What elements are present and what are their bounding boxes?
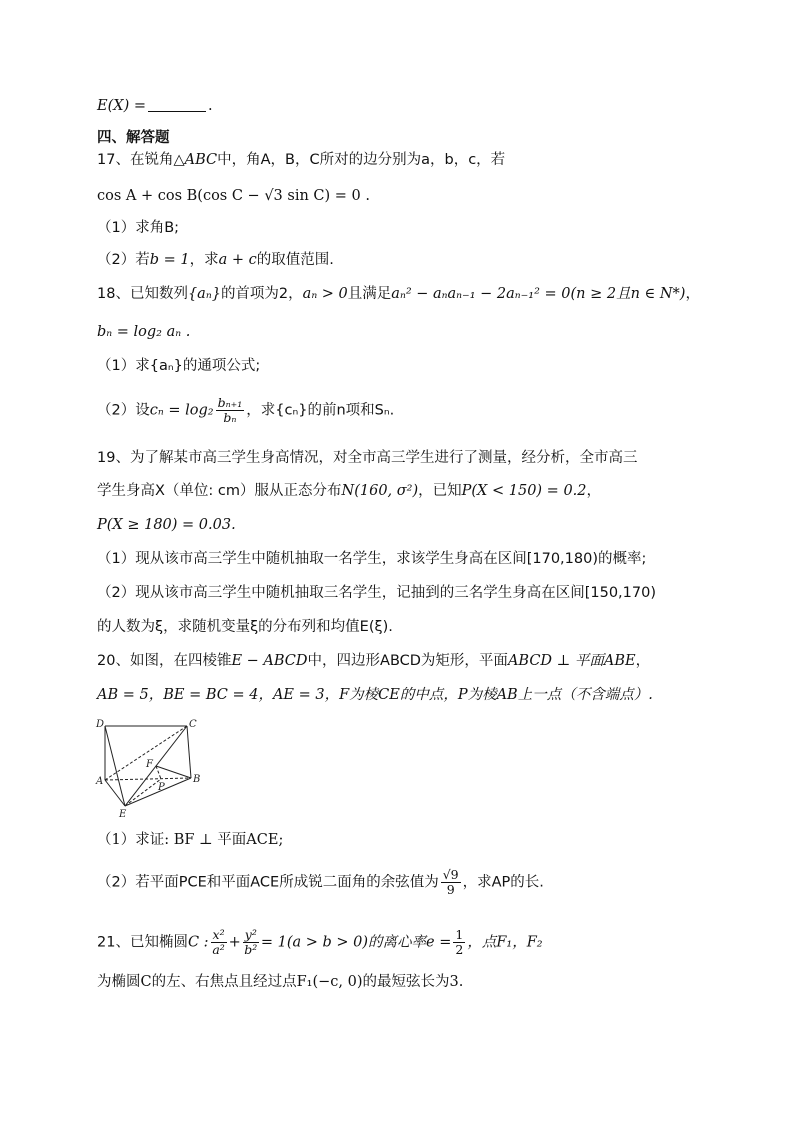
q18-seq: {aₙ} xyxy=(187,286,221,302)
q18-bdef: bₙ = log₂ aₙ . xyxy=(97,324,191,340)
q21-frac-e xyxy=(453,928,465,957)
edge-CB xyxy=(187,726,191,778)
q20-p2-b: ，求AP的长. xyxy=(462,874,544,891)
label-E: E xyxy=(119,809,127,818)
q19-line2 xyxy=(97,481,601,501)
seg-FB xyxy=(156,766,191,778)
q19-l2-a: 学生身高X（单位: cm）服从正态分布 xyxy=(97,483,342,499)
q21-x-den: a² xyxy=(212,942,225,957)
q21-line2: 为椭圆C的左、右焦点且经过点F₁(−c, 0)的最短弦长为3. xyxy=(97,974,464,990)
q21-y-num: y² xyxy=(244,927,257,942)
q19-part2-line2: 的人数为ξ，求随机变量ξ的分布列和均值E(ξ). xyxy=(97,619,393,635)
q18-p2-c: cₙ = log₂ xyxy=(149,402,214,419)
q17-triangle: △ABC xyxy=(173,152,218,168)
q17-p2-d: a + c xyxy=(218,252,257,268)
q17-p2-e: 的取值范围. xyxy=(256,252,334,268)
q18-frac-den: bₙ xyxy=(223,410,237,425)
q18-p2-a: （2）设 xyxy=(97,402,150,419)
label-B: B xyxy=(193,774,201,785)
q18-frac-num: bₙ₊₁ xyxy=(217,395,243,410)
q18-lead: 18、已知数列 xyxy=(97,286,188,302)
q20-line1 xyxy=(97,651,650,671)
label-C: C xyxy=(189,719,197,730)
q18-mid: 的首项为2， xyxy=(220,286,303,302)
q21-rest: = 1(a > b > 0)的离心率 xyxy=(260,934,427,951)
q20-l1-d: ABCD ⊥ 平面ABE xyxy=(507,653,636,669)
q18-cond: aₙ > 0 xyxy=(302,286,348,302)
label-D: D xyxy=(96,719,105,730)
q21-e-num: 1 xyxy=(455,927,464,942)
q19-part1: （1）现从该市高三学生中随机抽取一名学生，求该学生身高在区间[170,180)的概率; xyxy=(97,551,647,567)
q20-part2 xyxy=(97,868,544,897)
q21-e: e = xyxy=(426,934,452,951)
ex-label: E(X) = xyxy=(97,98,146,114)
q19-line1: 19、为了解某市高三学生身高情况，对全市高三学生进行了测量，经分析，全市高三 xyxy=(97,450,638,466)
q20-l1-b: E − ABCD xyxy=(231,653,308,669)
q17-equation: cos A + cos B(cos C − √3 sin C) = 0 . xyxy=(97,188,370,204)
q20-l1-c: 中，四边形ABCD为矩形，平面 xyxy=(307,653,508,669)
q18-comma: ， xyxy=(685,286,700,302)
edge-ED xyxy=(105,726,125,806)
q17-lead: 17、在锐角 xyxy=(97,152,174,168)
q18-relation: aₙ² − aₙaₙ₋₁ − 2aₙ₋₁² = 0(n ≥ 2且n ∈ N*) xyxy=(391,286,686,302)
ex-period: . xyxy=(207,98,213,114)
q18-fraction xyxy=(216,396,245,425)
q17-stem xyxy=(97,150,505,170)
q21-frac-y xyxy=(243,928,259,957)
q21-frac-x xyxy=(211,928,227,957)
pyramid-figure xyxy=(95,718,205,818)
q20-part1: （1）求证: BF ⊥ 平面ACE; xyxy=(97,832,284,848)
q21-c: C : xyxy=(187,934,209,951)
q19-l2-b: N(160, σ²) xyxy=(341,483,419,499)
q21-rest2: ，点F₁，F₂ xyxy=(467,934,543,951)
q17-part2 xyxy=(97,250,334,270)
q18-part1: （1）求{aₙ}的通项公式; xyxy=(97,358,261,374)
section-heading: 四、解答题 xyxy=(97,130,170,146)
q21-lead: 21、已知椭圆 xyxy=(97,934,188,951)
q20-frac-den: 9 xyxy=(446,882,455,897)
q20-l1-a: 20、如图，在四棱锥 xyxy=(97,653,232,669)
q20-line2: AB = 5，BE = BC = 4，AE = 3，F为棱CE的中点，P为棱AB上一点（不含端点）. xyxy=(97,687,653,703)
q18-p2-d: ，求{cₙ}的前n项和Sₙ. xyxy=(246,402,395,419)
label-F: F xyxy=(146,759,153,770)
q19-l2-d: P(X < 150) = 0.2 xyxy=(461,483,587,499)
q17-p2-c: ，求 xyxy=(189,252,219,268)
q21-line1 xyxy=(97,928,543,957)
q21-x-num: x² xyxy=(212,927,225,942)
q20-fraction xyxy=(441,868,461,897)
q19-l2-c: ，已知 xyxy=(418,483,462,499)
q17-p2-b: b = 1 xyxy=(149,252,190,268)
q19-part2-line1: （2）现从该市高三学生中随机抽取三名学生，记抽到的三名学生身高在区间[150,170) xyxy=(97,585,656,601)
q20-l1-e: ， xyxy=(635,653,651,669)
label-P: P xyxy=(158,782,165,793)
q17-p2-a: （2）若 xyxy=(97,252,150,268)
q20-frac-num: √9 xyxy=(442,867,459,882)
q18-part2 xyxy=(97,396,394,425)
q19-l2-e: ， xyxy=(586,483,602,499)
q19-line3: P(X ≥ 180) = 0.03. xyxy=(97,517,236,533)
q17-part1: （1）求角B; xyxy=(97,220,180,236)
q18-stem xyxy=(97,284,700,304)
expectation-line xyxy=(97,96,213,116)
q21-plus: + xyxy=(228,934,241,951)
q17-mid: 中，角A，B，C所对的边分别为a，b，c，若 xyxy=(217,152,506,168)
q21-e-den: 2 xyxy=(455,942,464,957)
label-A: A xyxy=(96,776,104,787)
answer-blank xyxy=(148,97,206,112)
q18-mid2: 且满足 xyxy=(347,286,392,302)
q21-y-den: b² xyxy=(244,942,258,957)
q20-p2-a: （2）若平面PCE和平面ACE所成锐二面角的余弦值为 xyxy=(97,874,439,891)
